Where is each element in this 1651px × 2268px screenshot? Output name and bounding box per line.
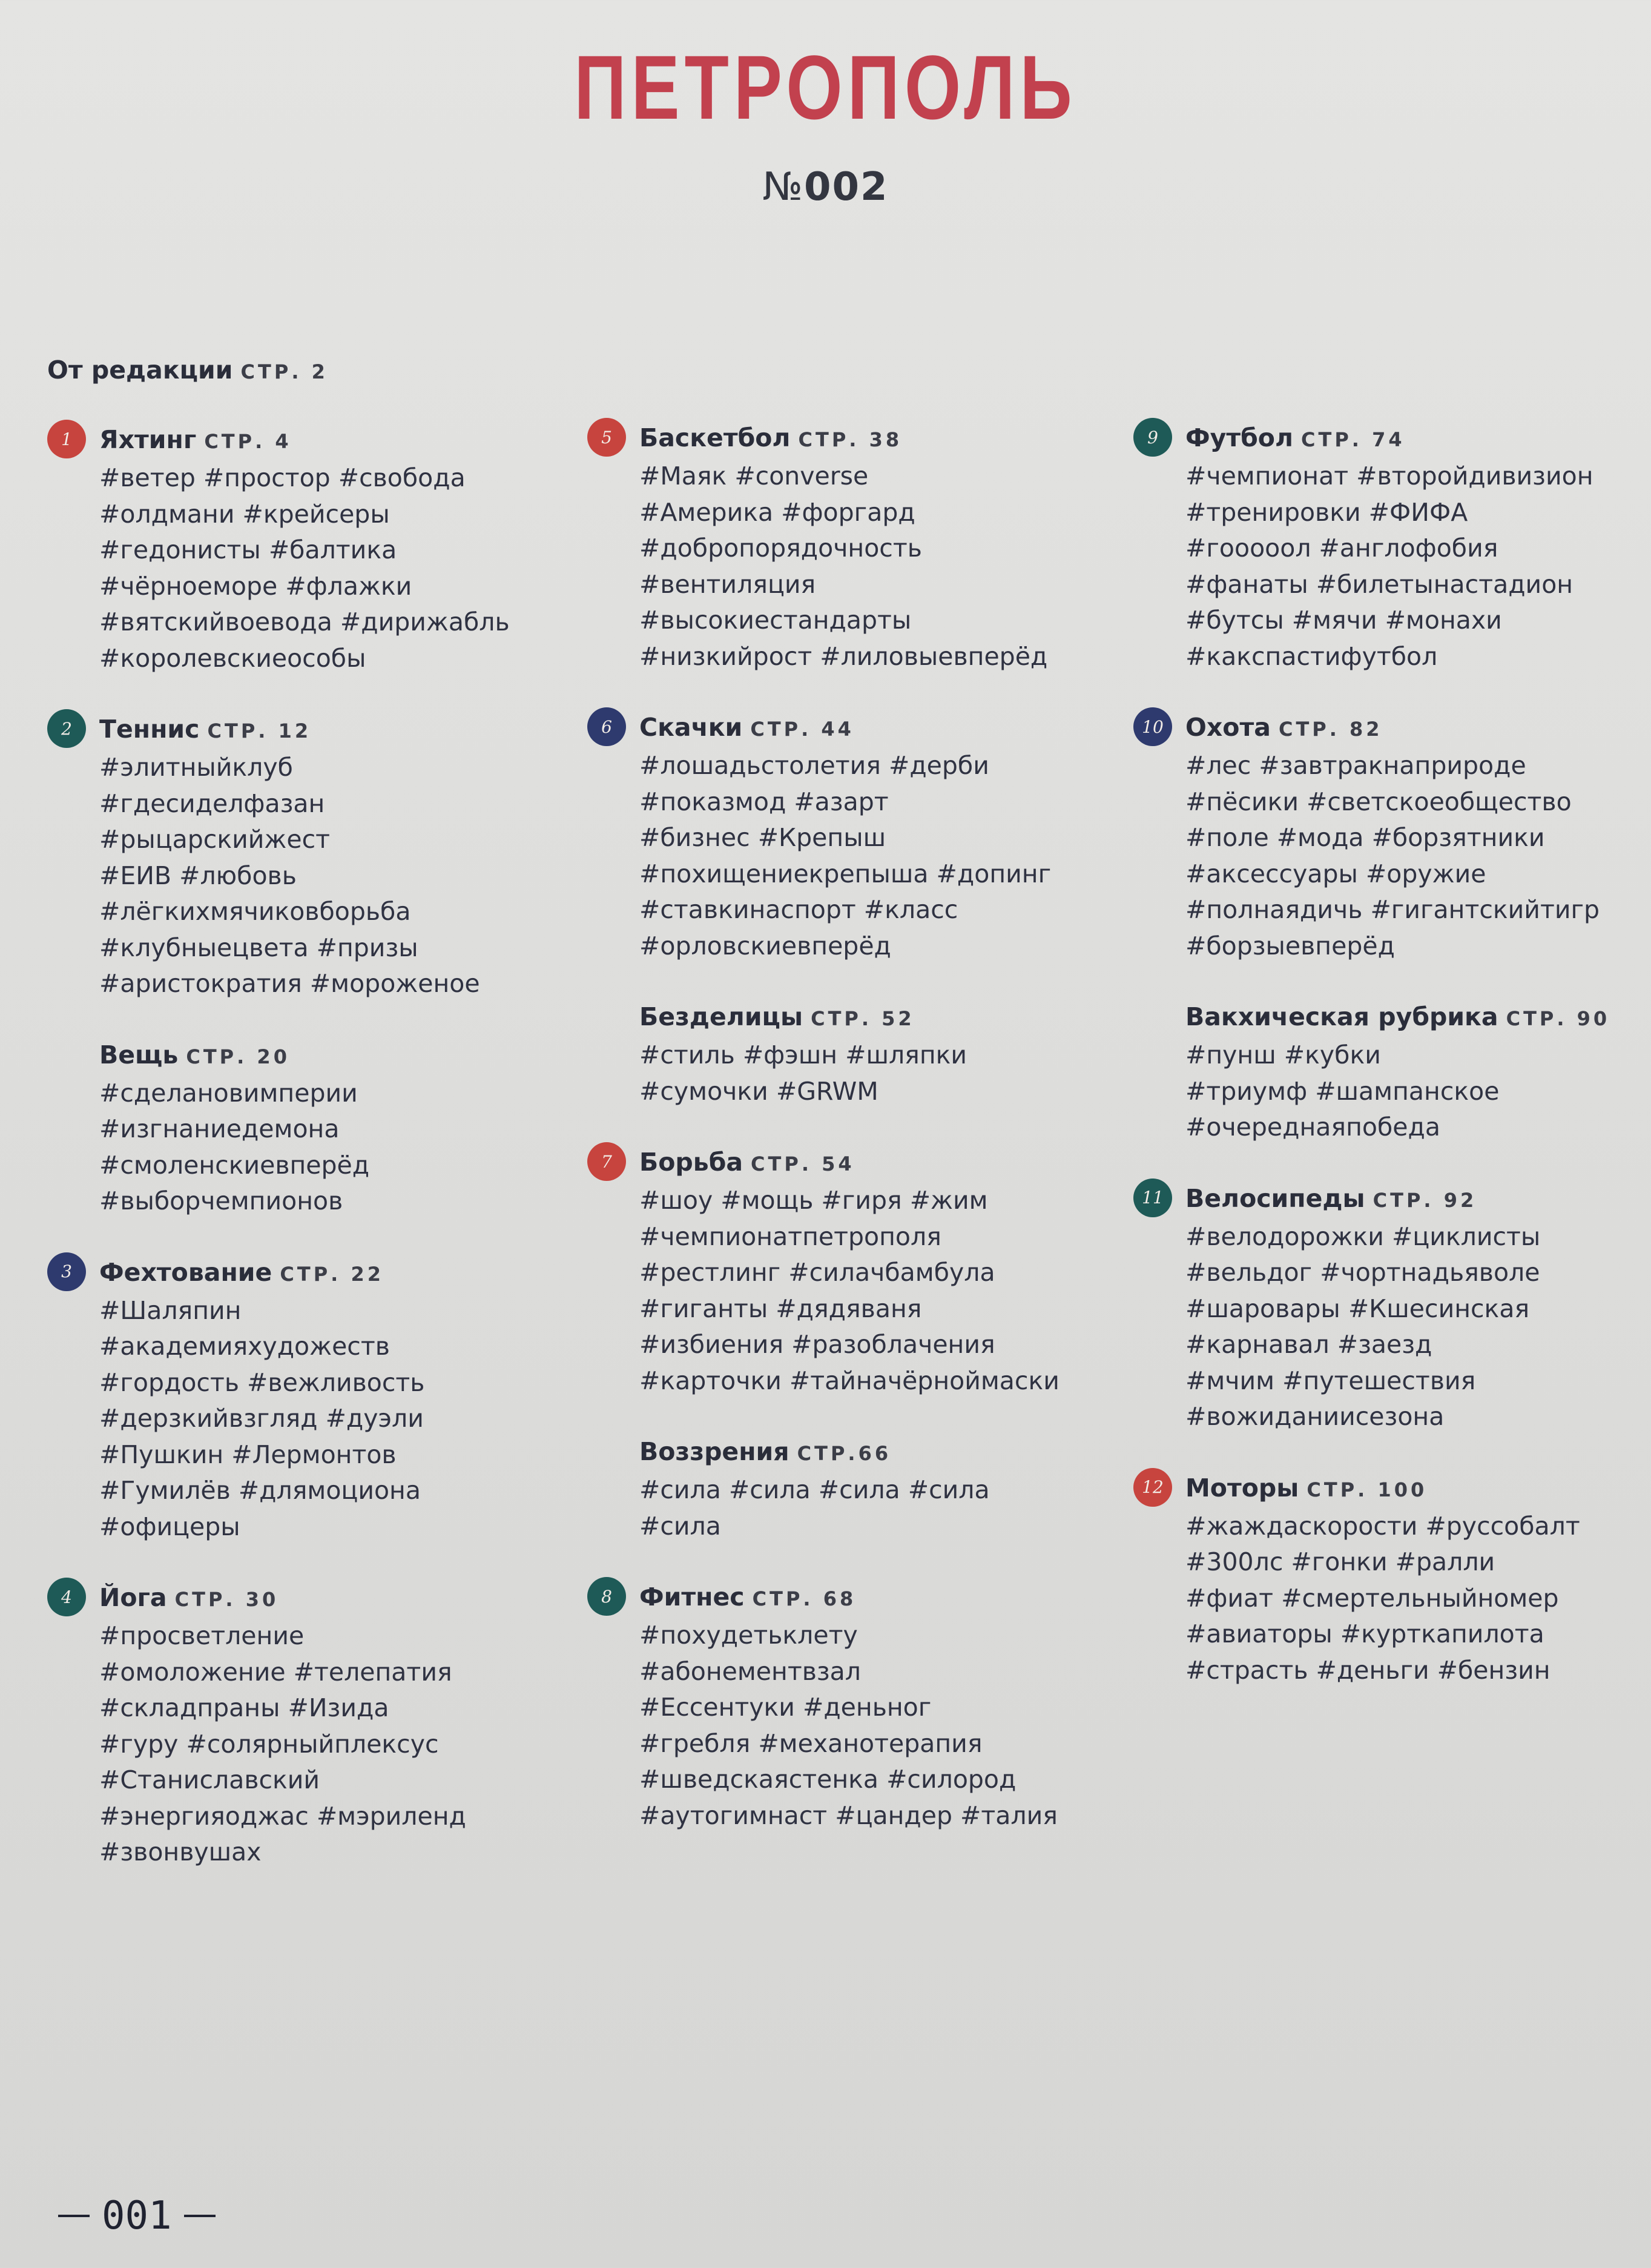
section-page: СТР. 4 xyxy=(204,430,292,453)
hashtag-line: #гдесиделфазан xyxy=(99,789,325,818)
issue-number xyxy=(0,165,1651,210)
hashtag-line: #рыцарскийжест xyxy=(99,825,330,854)
hashtag-line: #полнаядичь #гигантскийтигр xyxy=(1185,895,1600,924)
section-name: Моторы xyxy=(1185,1473,1299,1503)
hashtag-line: #королевскиеособы xyxy=(99,643,366,673)
section-name: Теннис xyxy=(99,715,200,744)
section-number-badge: 4 xyxy=(47,1578,86,1616)
hashtag-line: #ставкинаспорт #класс xyxy=(639,895,958,924)
toc-section[interactable] xyxy=(587,419,1114,675)
section-number-badge: 12 xyxy=(1133,1468,1172,1507)
toc-section[interactable] xyxy=(47,1579,574,1871)
section-title xyxy=(639,1143,1114,1183)
section-number-badge: 10 xyxy=(1133,707,1172,746)
hashtag-line: #очереднаяпобеда xyxy=(1185,1113,1440,1142)
hashtag-line: #похудетьклету xyxy=(639,1621,858,1650)
hashtag-line: #рестлинг #силачбамбула xyxy=(639,1258,995,1287)
section-title xyxy=(1185,1469,1651,1509)
hashtag-line: #шоу #мощь #гиря #жим xyxy=(639,1186,988,1215)
hashtag-line: #добропорядочность xyxy=(639,534,922,563)
section-title xyxy=(1185,419,1651,458)
toc-section[interactable] xyxy=(587,709,1114,964)
page-number: 001 xyxy=(102,2194,172,2238)
folio-dash-right xyxy=(184,2215,216,2217)
section-page: СТР. 74 xyxy=(1301,428,1405,451)
hashtag-line: #гедонисты #балтика xyxy=(99,535,397,564)
section-page: СТР. 54 xyxy=(751,1152,855,1175)
hashtag-line: #бутсы #мячи #монахи xyxy=(1185,606,1502,635)
hashtag-line: #вентиляция xyxy=(639,569,816,599)
hashtag-line: #Пушкин #Лермонтов xyxy=(99,1440,397,1469)
hashtag-line: #сумочки #GRWM xyxy=(639,1076,878,1106)
section-title xyxy=(639,709,1114,748)
hashtag-line: #бизнес #Крепыш xyxy=(639,823,886,852)
hashtag-line: #Маяк #converse xyxy=(639,461,869,491)
section-name: Вакхическая рубрика xyxy=(1185,1002,1498,1031)
section-number-badge: 6 xyxy=(587,707,626,746)
page-folio xyxy=(58,2194,216,2238)
section-title xyxy=(99,1036,574,1076)
section-title xyxy=(1185,1180,1651,1219)
section-name: Яхтинг xyxy=(99,425,197,454)
toc-column-3 xyxy=(1133,351,1651,1688)
hashtag-line: #просветление xyxy=(99,1621,305,1650)
section-number-badge: 9 xyxy=(1133,418,1172,457)
toc-column-1 xyxy=(47,351,574,1871)
section-title xyxy=(99,421,574,460)
hashtag-line: #лёгкихмячиковборьба xyxy=(99,897,411,926)
entry-page: СТР. 2 xyxy=(240,360,328,383)
hashtag-line: #чемпионатпетрополя xyxy=(639,1222,941,1251)
hashtag-line: #аристократия #мороженое xyxy=(99,969,480,998)
section-page: СТР. 38 xyxy=(798,428,903,451)
hashtag-line: #фанаты #билетынастадион xyxy=(1185,569,1574,599)
hashtag-line: #Гумилёв #длямоциона xyxy=(99,1476,421,1505)
hashtag-line: #офицеры xyxy=(99,1512,240,1541)
hashtag-line: #гребля #механотерапия xyxy=(639,1728,983,1758)
section-number-badge: 11 xyxy=(1133,1179,1172,1217)
section-page: СТР. 22 xyxy=(280,1262,384,1286)
section-title xyxy=(1185,998,1651,1037)
toc-section[interactable] xyxy=(587,1578,1114,1834)
hashtag-line: #энергияоджас #мэриленд xyxy=(99,1801,466,1831)
hashtag-line: #абонементвзал xyxy=(639,1656,862,1686)
hashtag-line: #чемпионат #второйдивизион xyxy=(1185,461,1593,491)
entry-name: От редакции xyxy=(47,355,233,385)
section-page: СТР. 52 xyxy=(811,1007,915,1030)
hashtag-line: #аксессуары #оружие xyxy=(1185,859,1486,888)
hashtag-line: #ЕИВ #любовь xyxy=(99,861,297,890)
issue-prefix: № xyxy=(762,165,804,210)
section-title xyxy=(99,1254,574,1293)
issue-value: 002 xyxy=(803,165,889,210)
folio-dash-left xyxy=(58,2215,90,2217)
section-name: Велосипеды xyxy=(1185,1183,1365,1213)
hashtag-line: #пёсики #светскоеобщество xyxy=(1185,787,1572,816)
section-name: Борьба xyxy=(639,1148,743,1177)
hashtag-line: #звонвушах xyxy=(99,1837,262,1866)
section-title xyxy=(1185,709,1651,748)
section-page: СТР. 30 xyxy=(174,1588,279,1611)
hashtag-line: #сделановимперии xyxy=(99,1078,358,1108)
hashtag-line: #Станиславский xyxy=(99,1765,320,1794)
section-name: Вещь xyxy=(99,1040,179,1070)
section-number-badge: 8 xyxy=(587,1577,626,1616)
hashtag-line: #мчим #путешествия xyxy=(1185,1366,1476,1395)
hashtag-line: #чёрноеморе #флажки xyxy=(99,571,412,601)
hashtag-line: #тренировки #ФИФА xyxy=(1185,497,1468,527)
hashtag-line: #изгнаниедемона xyxy=(99,1114,340,1143)
section-name: Йога xyxy=(99,1583,167,1612)
hashtag-line: #вельдог #чортнадьяволе xyxy=(1185,1258,1540,1287)
hashtag-line: #шаровары #Кшесинская xyxy=(1185,1294,1530,1323)
toc-section[interactable] xyxy=(47,1036,574,1220)
hashtag-line: #стиль #фэшн #шляпки xyxy=(639,1040,967,1070)
hashtag-line: #поле #мода #борзятники xyxy=(1185,823,1545,852)
hashtag-line: #велодорожки #циклисты xyxy=(1185,1222,1541,1251)
hashtag-line: #триумф #шампанское xyxy=(1185,1076,1500,1106)
hashtag-line: #карточки #тайначёрноймаски xyxy=(639,1366,1059,1395)
hashtag-line: #вятскийвоевода #дирижабль xyxy=(99,607,510,636)
toc-section[interactable] xyxy=(47,421,574,676)
toc-section[interactable] xyxy=(1133,709,1651,964)
hashtag-line: #олдмани #крейсеры xyxy=(99,499,390,529)
editorial-entry[interactable] xyxy=(47,351,574,391)
hashtag-line: #гиганты #дядяваня xyxy=(639,1294,922,1323)
section-name: Безделицы xyxy=(639,1002,803,1031)
hashtag-line: #жаждаскорости #руссобалт xyxy=(1185,1511,1580,1541)
hashtag-line: #шведскаястенка #силород xyxy=(639,1765,1017,1794)
hashtag-line: #300лс #гонки #ралли xyxy=(1185,1547,1495,1576)
section-page: СТР. 90 xyxy=(1506,1007,1610,1030)
toc-section[interactable] xyxy=(1133,419,1651,675)
section-name: Скачки xyxy=(639,713,743,742)
toc-section[interactable] xyxy=(587,1143,1114,1399)
section-number-badge: 5 xyxy=(587,418,626,457)
hashtag-line: #Шаляпин xyxy=(99,1295,242,1325)
toc-section[interactable] xyxy=(587,1433,1114,1544)
hashtag-line: #лес #завтракнаприроде xyxy=(1185,751,1526,780)
hashtag-line: #лошадьстолетия #дерби xyxy=(639,751,989,780)
hashtag-line: #аутогимнаст #цандер #талия xyxy=(639,1800,1058,1830)
section-name: Воззрения xyxy=(639,1437,789,1466)
hashtag-line: #клубныецвета #призы xyxy=(99,933,418,962)
section-page: СТР. 44 xyxy=(750,718,854,741)
section-title xyxy=(639,998,1114,1037)
hashtag-line: #страсть #деньги #бензин xyxy=(1185,1655,1550,1685)
section-title xyxy=(99,710,574,750)
section-page: СТР.66 xyxy=(797,1442,892,1465)
hashtag-line: #Америка #форгард xyxy=(639,497,915,527)
hashtag-line: #складпраны #Изида xyxy=(99,1693,389,1722)
section-name: Охота xyxy=(1185,713,1271,742)
section-page: СТР. 82 xyxy=(1278,718,1383,741)
section-name: Баскетбол xyxy=(639,423,791,452)
magazine-title: ПЕТРОПОЛЬ xyxy=(574,36,1077,138)
section-number-badge: 7 xyxy=(587,1142,626,1181)
hashtag-line: #ветер #простор #свобода xyxy=(99,463,466,492)
section-title xyxy=(639,419,1114,458)
hashtag-line: #вожиданиисезона xyxy=(1185,1402,1445,1431)
hashtag-line: #выборчемпионов xyxy=(99,1186,343,1215)
hashtag-line: #Ессентуки #деньног xyxy=(639,1693,932,1722)
hashtag-line: #высокиестандарты xyxy=(639,606,912,635)
toc-column-2 xyxy=(587,351,1114,1834)
hashtag-line: #похищениекрепыша #допинг xyxy=(639,859,1052,888)
toc-section[interactable] xyxy=(47,710,574,1002)
hashtag-line: #показмод #азарт xyxy=(639,787,889,816)
hashtag-line: #гооооол #англофобия xyxy=(1185,534,1498,563)
section-page: СТР. 20 xyxy=(186,1045,290,1068)
hashtag-line: #смоленскиевперёд xyxy=(99,1150,370,1180)
hashtag-line: #дерзкийвзгляд #дуэли xyxy=(99,1404,424,1433)
hashtag-line: #фиат #смертельныйномер xyxy=(1185,1583,1559,1613)
hashtag-line: #элитныйклуб xyxy=(99,753,293,782)
hashtag-line: #гордость #вежливость xyxy=(99,1367,425,1397)
toc-section[interactable] xyxy=(1133,1469,1651,1689)
section-title xyxy=(639,1433,1114,1472)
section-page: СТР. 12 xyxy=(207,719,312,742)
section-page: СТР. 92 xyxy=(1373,1188,1477,1212)
section-name: Фехтование xyxy=(99,1257,272,1287)
hashtag-line: #пунш #кубки xyxy=(1185,1040,1381,1070)
section-name: Фитнес xyxy=(639,1582,745,1612)
toc-section[interactable] xyxy=(1133,998,1651,1146)
section-page: СТР. 68 xyxy=(752,1587,857,1610)
hashtag-line: #избиения #разоблачения xyxy=(639,1330,995,1359)
hashtag-line: #орловскиевперёд xyxy=(639,931,891,960)
hashtag-line: #карнавал #заезд xyxy=(1185,1330,1432,1359)
section-number-badge: 1 xyxy=(47,420,86,458)
hashtag-line: #академияхудожеств xyxy=(99,1332,390,1361)
hashtag-line: #сила #сила #сила #сила xyxy=(639,1475,990,1504)
section-page: СТР. 100 xyxy=(1307,1478,1428,1501)
hashtag-line: #авиаторы #курткапилота xyxy=(1185,1619,1544,1648)
toc-section[interactable] xyxy=(47,1254,574,1546)
hashtag-line: #омоложение #телепатия xyxy=(99,1657,452,1687)
toc-section[interactable] xyxy=(1133,1180,1651,1435)
section-title xyxy=(639,1578,1114,1618)
hashtag-line: #низкийрост #лиловыевперёд xyxy=(639,641,1048,671)
section-number-badge: 3 xyxy=(47,1252,86,1291)
section-number-badge: 2 xyxy=(47,709,86,748)
toc-section[interactable] xyxy=(587,998,1114,1109)
section-name: Футбол xyxy=(1185,423,1293,452)
section-title xyxy=(99,1579,574,1618)
hashtag-line: #сила xyxy=(639,1511,721,1541)
hashtag-line: #гуру #солярныйплексус xyxy=(99,1729,439,1759)
hashtag-line: #борзыевперёд xyxy=(1185,931,1395,960)
hashtag-line: #какспастифутбол xyxy=(1185,641,1438,671)
